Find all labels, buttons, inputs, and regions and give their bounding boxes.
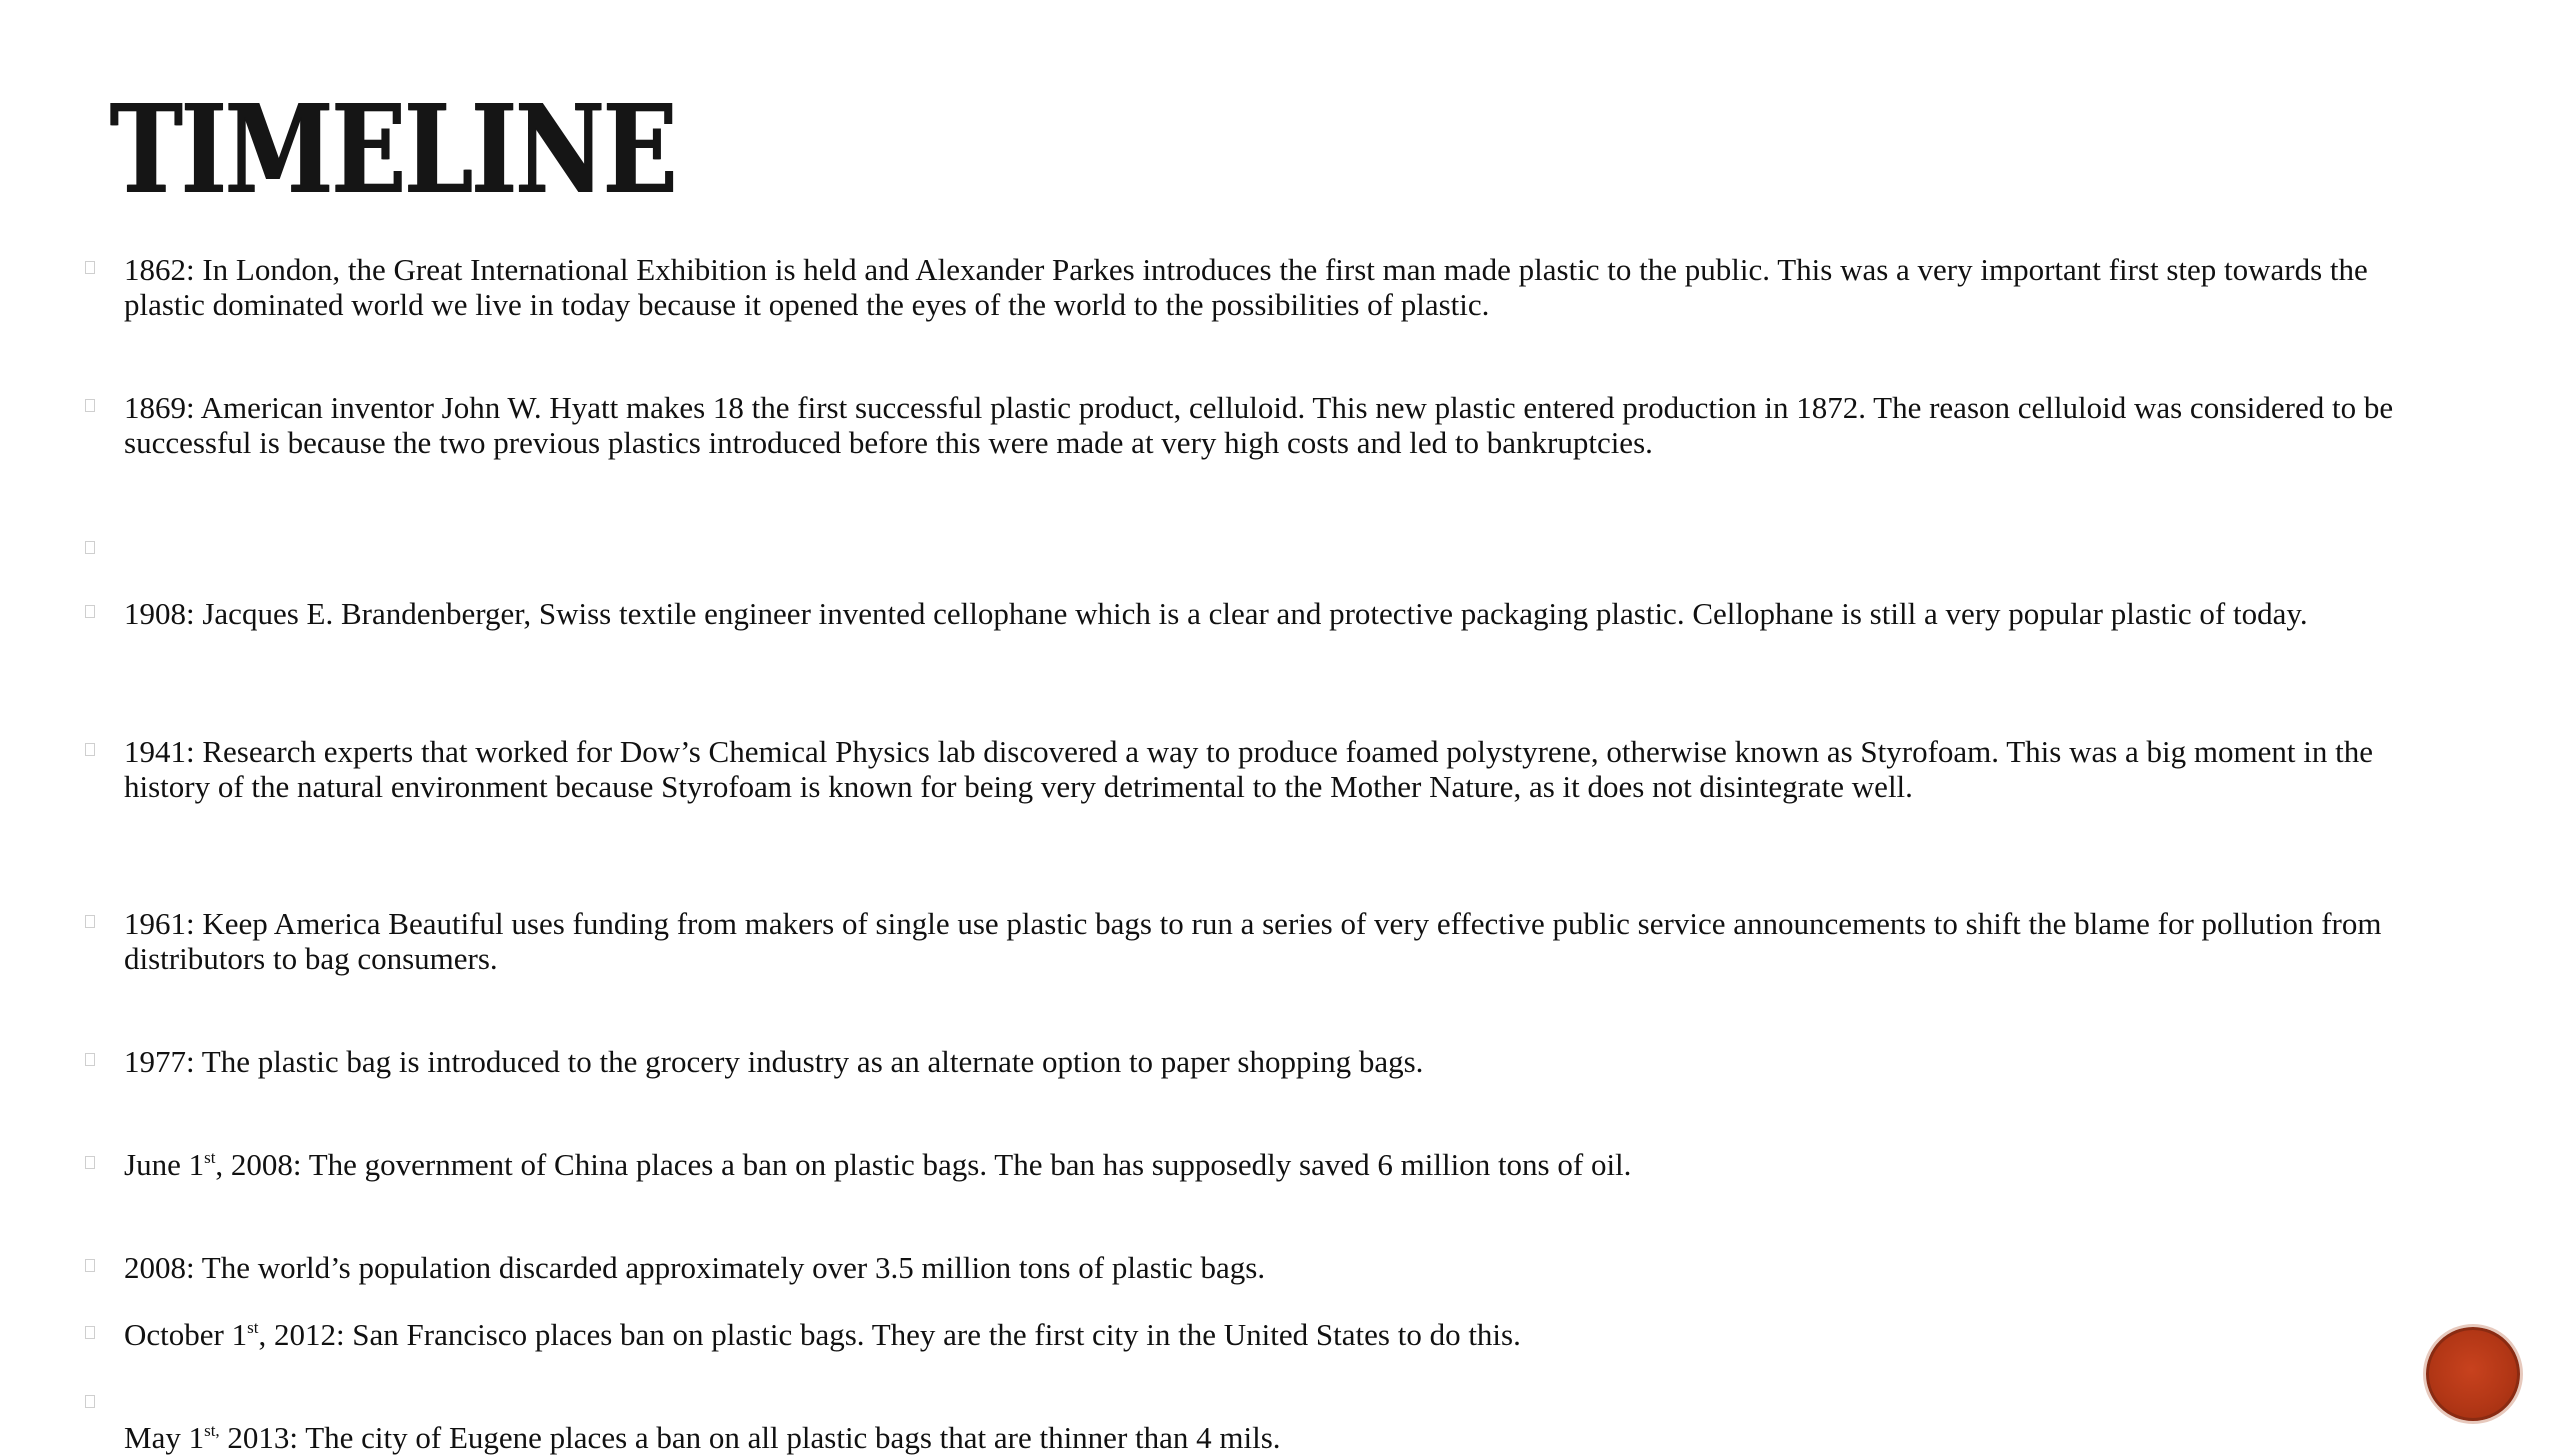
slide-title: TIMELINE: [110, 77, 676, 221]
timeline-item-text: 1908: Jacques E. Brandenberger, Swiss textile engineer invented cellophane which is a clear and protective packaging plastic. Cellophane is still a very popular plastic of today.: [124, 596, 2308, 631]
timeline-item-text: May $1^{st,}$ 2013: The city of Eugene places a ban on all plastic bags that are thinner than 4 mils.: [124, 1420, 1281, 1455]
timeline-item-text: 1869: American inventor John W. Hyatt makes 18 the first successful plastic product, celluloid. This new plastic entered production in 1872. The reason celluloid was considered to be successful is because the two previous plastics introduced before this were made at very high costs and led to bankruptcies.: [124, 390, 2394, 460]
bullet-square-icon: [85, 1395, 95, 1408]
timeline-item-text: 1862: In London, the Great International Exhibition is held and Alexander Parkes introduces the first man made plastic to the public. This was a very important first step towards the plastic dominated world we live in today because it opened the eyes of the world to the possibilities of plastic.: [124, 252, 2368, 322]
bullet-square-icon: [85, 399, 95, 412]
bullet-square-icon: [85, 1156, 95, 1169]
bullet-square-icon: [85, 605, 95, 618]
bullet-square-icon: [85, 1259, 95, 1272]
timeline-item-text: 1961: Keep America Beautiful uses funding from makers of single use plastic bags to run a series of very effective public service announcements to shift the blame for pollution from distributors to bag consumers.: [124, 906, 2382, 976]
timeline-item-text: 1977: The plastic bag is introduced to the grocery industry as an alternate option to paper shopping bags.: [124, 1044, 1424, 1079]
timeline-item-text: June 1st, 2008: The government of China places a ban on plastic bags. The ban has supposedly saved 6 million tons of oil.: [124, 1147, 1632, 1182]
bullet-square-icon: [85, 541, 95, 554]
circle-nav-icon[interactable]: [2426, 1327, 2520, 1421]
bullet-square-icon: [85, 1326, 95, 1339]
timeline-item-text: 1941: Research experts that worked for Dow’s Chemical Physics lab discovered a way to produce foamed polystyrene, otherwise known as Styrofoam. This was a big moment in the history of the natural environment because Styrofoam is known for being very detrimental to the Mother Nature, as it does not disintegrate well.: [124, 734, 2373, 804]
timeline-item-text: October 1st, 2012: San Francisco places ban on plastic bags. They are the first city in the United States to do this.: [124, 1317, 1521, 1352]
bullet-square-icon: [85, 261, 95, 274]
timeline-item-text: 2008: The world’s population discarded approximately over 3.5 million tons of plastic bags.: [124, 1250, 1266, 1285]
bullet-square-icon: [85, 915, 95, 928]
bullet-square-icon: [85, 1053, 95, 1066]
bullet-square-icon: [85, 743, 95, 756]
